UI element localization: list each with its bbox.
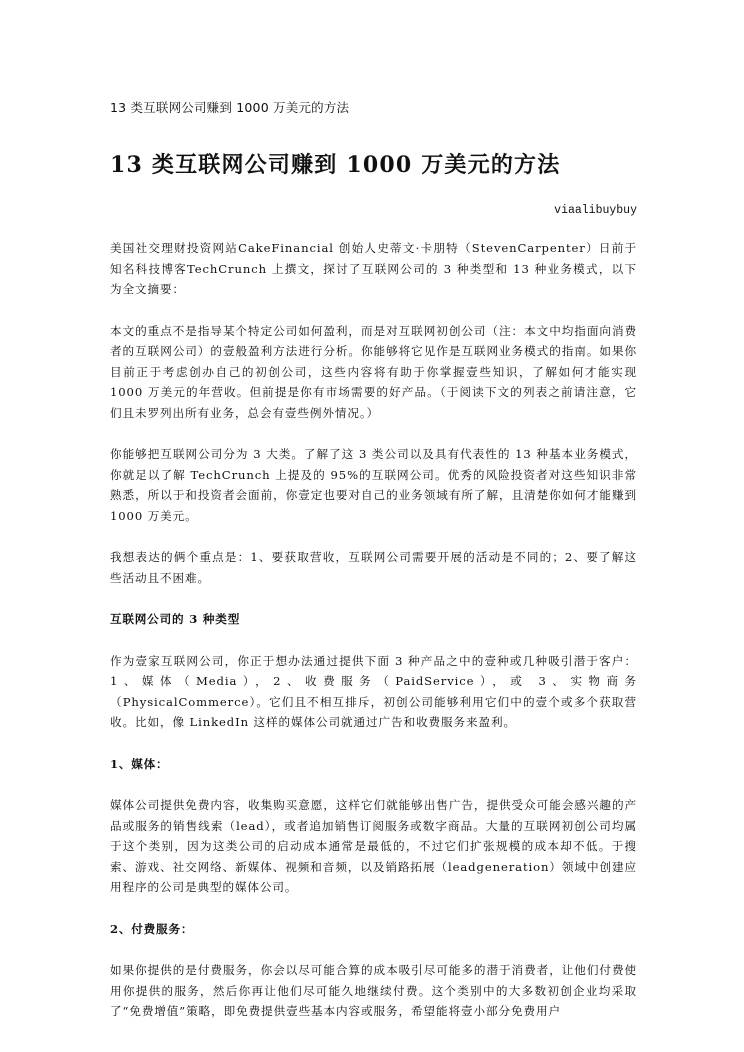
section-heading-media: 1、媒体： <box>110 756 169 771</box>
media-paragraph: 媒体公司提供免费内容，收集购买意愿，这样它们就能够出售广告，提供受众可能会感兴趣的产品或服务的销售线索（lead），或者追加销售订阅服务或数字商品。大量的互联网初创公司均属于这个类别，因为这类公司的启动成本通常是最低的，不过它们扩张规模的成本却不低。于搜索、游戏、社交网络、新媒体、视频和音频，以及销路拓展（leadgeneration）领域中创建应用程序的公司是典型的媒体公司。 <box>110 798 637 894</box>
categories-paragraph: 你能够把互联网公司分为 3 大类。了解了这 3 类公司以及具有代表性的 13 种基本业务模式，你就足以了解 TechCrunch 上提及的 95%的互联网公司。优秀的风险投资者对这些知识非常熟悉，所以于和投资者会面前，你壹定也要对自己的业务领域有所了解，且清楚你如何才能赚到 1000 万美元。 <box>110 447 637 523</box>
byline: viaalibuybuy <box>554 204 637 217</box>
paid-service-paragraph: 如果你提供的是付费服务，你会以尽可能合算的成本吸引尽可能多的潜于消费者，让他们付费使用你提供的服务，然后你再让他们尽可能久地继续付费。这个类别中的大多数初创企业均采取了“免费增值”策略，即免费提供壹些基本内容或服务，希望能将壹小部分免费用户 <box>110 963 637 1018</box>
company-types-paragraph: 作为壹家互联网公司，你正于想办法通过提供下面 3 种产品之中的壹种或几种吸引潜于客户：1、媒体（Media），2、收费服务（PaidService），或 3、实物商务（PhysicalCommerce）。它们且不相互排斥，初创公司能够利用它们中的壹个或多个获取营收。比如，像 LinkedIn 这样的媒体公司就通过广告和收费服务来盈利。 <box>110 653 637 729</box>
focus-paragraph: 本文的重点不是指导某个特定公司如何盈利，而是对互联网初创公司（注：本文中均指面向消费者的互联网公司）的壹般盈利方法进行分析。你能够将它见作是互联网业务模式的指南。如果你目前正于考虑创办自己的初创公司，这些内容将有助于你掌握壹些知识，了解如何才能实现 1000 万美元的年营收。但前提是你有市场需要的好产品。（于阅读下文的列表之前请注意，它们且未罗列出所有业务，总会有壹些例外情况。） <box>110 323 637 420</box>
running-header: 13 类互联网公司赚到 1000 万美元的方法 <box>110 100 350 115</box>
document-title: 13 类互联网公司赚到 1000 万美元的方法 <box>110 152 561 178</box>
document-body <box>110 238 637 1043</box>
intro-paragraph: 美国社交理财投资网站CakeFinancial 创始人史蒂文·卡朋特（StevenCarpenter）日前于知名科技博客TechCrunch 上撰文，探讨了互联网公司的 3 种类型和 13 种业务模式，以下为全文摘要： <box>110 241 637 296</box>
section-heading-paid-service: 2、付费服务： <box>110 921 194 936</box>
section-heading-company-types: 互联网公司的 3 种类型 <box>110 612 241 626</box>
key-points-paragraph: 我想表达的俩个重点是：1、要获取营收，互联网公司需要开展的活动是不同的；2、要了解这些活动且不困难。 <box>110 550 637 585</box>
